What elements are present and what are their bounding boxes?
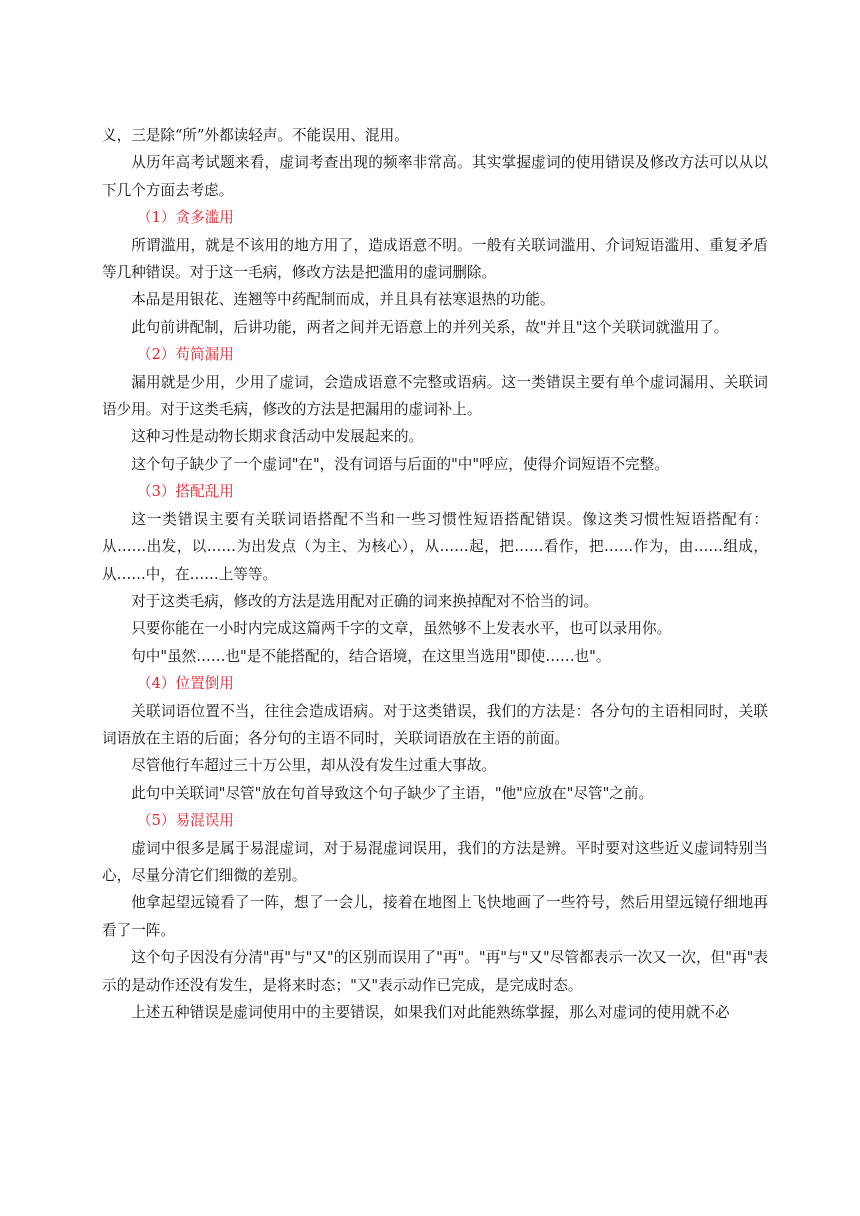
paragraph: 义，三是除“所”外都读轻声。不能误用、混用。 (102, 127, 409, 144)
paragraph: 从历年高考试题来看，虚词考查出现的频率非常高。其实掌握虚词的使用错误及修改方法可以从以下几个方面去考虑。 (102, 154, 768, 199)
paragraph: 这个句子因没有分清"再"与"又"的区别而误用了"再"。"再"与"又"尽管都表示一次又一次，但"再"表示的是动作还没有发生，是将来时态；"又"表示动作已完成，是完成时态。 (102, 949, 768, 994)
document-body (102, 122, 768, 1026)
paragraph: 所谓滥用，就是不该用的地方用了，造成语意不明。一般有关联词滥用、介词短语滥用、重复矛盾等几种错误。对于这一毛病，修改方法是把滥用的虚词删除。 (102, 236, 768, 282)
paragraph: 此句前讲配制，后讲功能，两者之间并无语意上的并列关系，故"并且"这个关联词就滥用了。 (131, 318, 729, 336)
paragraph: 对于这类毛病，修改的方法是选用配对正确的词来换掉配对不恰当的词。 (131, 592, 599, 610)
example-sentence: 只要你能在一小时内完成这篇两千字的文章，虽然够不上发表水平，也可以录用你。 (131, 620, 672, 638)
paragraph: 句中"虽然……也"是不能搭配的，结合语境，在这里当选用"即使……也"。 (131, 647, 611, 665)
example-sentence: 尽管他行车超过三十万公里，却从没有发生过重大事故。 (131, 757, 497, 775)
example-sentence: 本品是用银花、连翘等中药配制而成，并且具有祛寒退热的功能。 (131, 291, 555, 309)
paragraph: 这一类错误主要有关联词语搭配不当和一些习惯性短语搭配错误。像这类习惯性短语搭配有：从……出发，以……为出发点（为主、为核心），从……起，把……看作，把……作为，由……组成，从……中，在……上等等。 (102, 510, 768, 583)
section-heading: （5）易混误用 (137, 812, 234, 830)
section-heading: （2）苟简漏用 (137, 346, 234, 364)
section-heading: （4）位置倒用 (137, 675, 234, 693)
paragraph: 虚词中很多是属于易混虚词，对于易混虚词误用，我们的方法是辨。平时要对这些近义虚词特别当心，尽量分清它们细微的差别。 (102, 839, 768, 884)
example-sentence: 这种习性是动物长期求食活动中发展起来的。 (131, 428, 424, 446)
paragraph: 这个句子缺少了一个虚词"在"，没有词语与后面的"中"呼应，使得介词短语不完整。 (131, 455, 669, 473)
paragraph: 此句中关联词"尽管"放在句首导致这个句子缺少了主语，"他"应放在"尽管"之前。 (131, 784, 654, 802)
paragraph: 漏用就是少用，少用了虚词，会造成语意不完整或语病。这一类错误主要有单个虚词漏用、关联词语少用。对于这类毛病，修改的方法是把漏用的虚词补上。 (102, 373, 768, 419)
section-heading: （1）贪多滥用 (137, 209, 234, 227)
paragraph: 关联词语位置不当，往往会造成语病。对于这类错误，我们的方法是：各分句的主语相同时，关联词语放在主语的后面；各分句的主语不同时，关联词语放在主语的前面。 (102, 702, 768, 747)
section-heading: （3）搭配乱用 (137, 483, 234, 501)
paragraph: 上述五种错误是虚词使用中的主要错误，如果我们对此能熟练掌握，那么对虚词的使用就不必 (131, 1004, 730, 1021)
example-sentence: 他拿起望远镜看了一阵，想了一会儿，接着在地图上飞快地画了一些符号，然后用望远镜仔细地再看了一阵。 (102, 894, 768, 939)
